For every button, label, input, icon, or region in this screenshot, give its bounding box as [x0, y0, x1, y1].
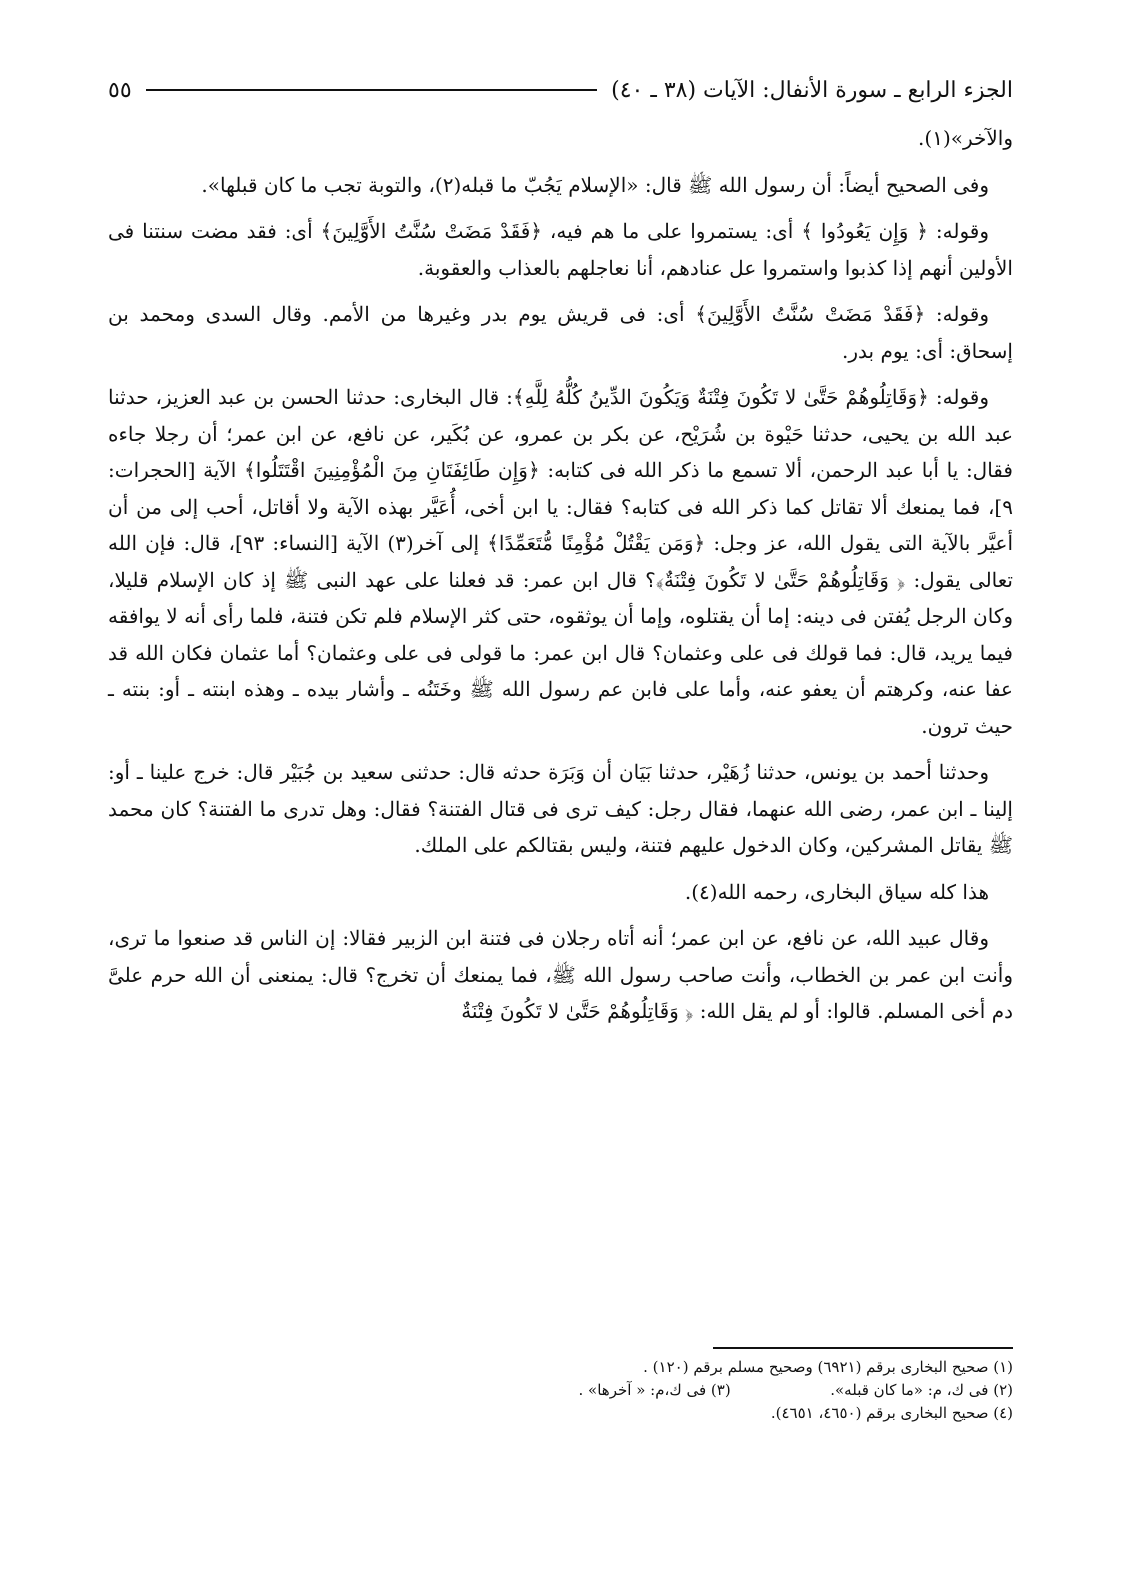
paragraph: وفى الصحيح أيضاً: أن رسول الله ﷺ قال: «الإسلام يَجُبّ ما قبله(٢)، والتوبة تجب ما كان قبلها». [201, 172, 989, 197]
paragraph: وحدثنا أحمد بن يونس، حدثنا زُهَيْر، حدثنا بَيَان أن وَبَرَة حدثه قال: حدثنى سعيد بن جُبَيْر قال: خرج علينا ـ أو: إلينا ـ ابن عمر، رضى الله عنهما، فقال رجل: كيف ترى فى قتال الفتنة؟ فقال: وهل تدرى ما الفتنة؟ كان محمد ﷺ يقاتل المشركين، وكان الدخول عليهم فتنة، وليس بقتالكم على الملك. [108, 760, 1013, 857]
paragraph: وقوله: ﴿وَقَاتِلُوهُمْ حَتَّىٰ لا تَكُونَ فِتْنَةٌ وَيَكُونَ الدِّينُ كُلُّهُ لِلَّهِ﴾: قال البخارى: حدثنا الحسن بن عبد العزيز، حدثنا عبد الله بن يحيى، حدثنا حَيْوة بن شُرَيْح، عن بكر بن عمرو، عن بُكَير، عن نافع، عن ابن عمر؛ أن رجلا جاءه فقال: يا أبا عبد الرحمن، ألا تسمع ما ذكر الله فى كتابه: ﴿وَإِن طَائِفَتَانِ مِنَ الْمُؤْمِنِينَ اقْتَتَلُوا﴾ الآية [الحجرات: ٩]، فما يمنعك ألا تقاتل كما ذكر الله فى كتابه؟ فقال: يا ابن أخى، أُعَيَّر بهذه الآية ولا أقاتل، أحب إلى من أن أعيَّر بالآية التى يقول الله، عز وجل: ﴿وَمَن يَقْتُلْ مُؤْمِنًا مُّتَعَمِّدًا﴾ إلى آخر(٣) الآية [النساء: ٩٣]، قال: فإن الله تعالى يقول: ﴿ وَقَاتِلُوهُمْ حَتَّىٰ لا تَكُونَ فِتْنَةٌ﴾؟ قال ابن عمر: قد فعلنا على عهد النبى ﷺ إذ كان الإسلام قليلا، وكان الرجل يُفتن فى دينه: إما أن يقتلوه، وإما أن يوثقوه، حتى كثر الإسلام فلم تكن فتنة، فلما رأى أنه لا يوافقه فيما يريد، قال: فما قولك فى على وعثمان؟ قال ابن عمر: ما قولى فى على وعثمان؟ أما عثمان فكان الله قد عفا عنه، وكرهتم أن يعفو عنه، وأما على فابن عم رسول الله ﷺ وخَتَنُه ـ وأشار بيده ـ وهذه ابنته ـ أو: بنته ـ حيث ترون. [108, 385, 1014, 738]
paragraph: وقوله: ﴿ وَإِن يَعُودُوا ﴾ أى: يستمروا على ما هم فيه، ﴿فَقَدْ مَضَتْ سُنَّتُ الأَوَّلِينَ﴾ أى: فقد مضت سنتنا فى الأولين أنهم إذا كذبوا واستمروا عل عنادهم، أنا نعاجلهم بالعذاب والعقوبة. [108, 219, 1013, 280]
running-header [108, 70, 1013, 110]
paragraph-continuation: والآخر»(١). [918, 126, 1013, 150]
footnote-2: (٢) فى ك، م: «ما كان قبله». [830, 1381, 1013, 1399]
main-text [108, 120, 1013, 1040]
paragraph: وقال عبيد الله، عن نافع، عن ابن عمر؛ أنه أتاه رجلان فى فتنة ابن الزبير فقالا: إن الناس قد صنعوا ما ترى، وأنت ابن عمر بن الخطاب، وأنت صاحب رسول الله ﷺ، فما يمنعك أن تخرج؟ قال: يمنعنى أن الله حرم علىَّ دم أخى المسلم. قالوا: أو لم يقل الله: ﴿ وَقَاتِلُوهُمْ حَتَّىٰ لا تَكُونَ فِتْنَةٌ [108, 926, 1013, 1023]
header-title: الجزء الرابع ـ سورة الأنفال: الآيات (٣٨ ـ ٤٠) [611, 77, 1013, 103]
footnotes [108, 1356, 1013, 1425]
footnote-row-2-3 [108, 1379, 1013, 1402]
footnote-rule [713, 1347, 1013, 1349]
footnote-3: (٣) فى ك،م: « آخرها» . [578, 1381, 731, 1399]
paragraph: هذا كله سياق البخارى، رحمه الله(٤). [684, 879, 989, 904]
paragraph: وقوله: ﴿فَقَدْ مَضَتْ سُنَّتُ الأَوَّلِينَ﴾ أى: فى قريش يوم بدر وغيرها من الأمم. وقال السدى ومحمد بن إسحاق: أى: يوم بدر. [108, 302, 1013, 363]
header-rule [146, 89, 598, 91]
footnote-1: (١) صحيح البخارى برقم (٦٩٢١) وصحيح مسلم برقم (١٢٠) . [643, 1358, 1013, 1376]
footnote-4: (٤) صحيح البخارى برقم (٤٦٥٠، ٤٦٥١). [770, 1404, 1013, 1422]
page-number: ٥٥ [108, 77, 132, 103]
